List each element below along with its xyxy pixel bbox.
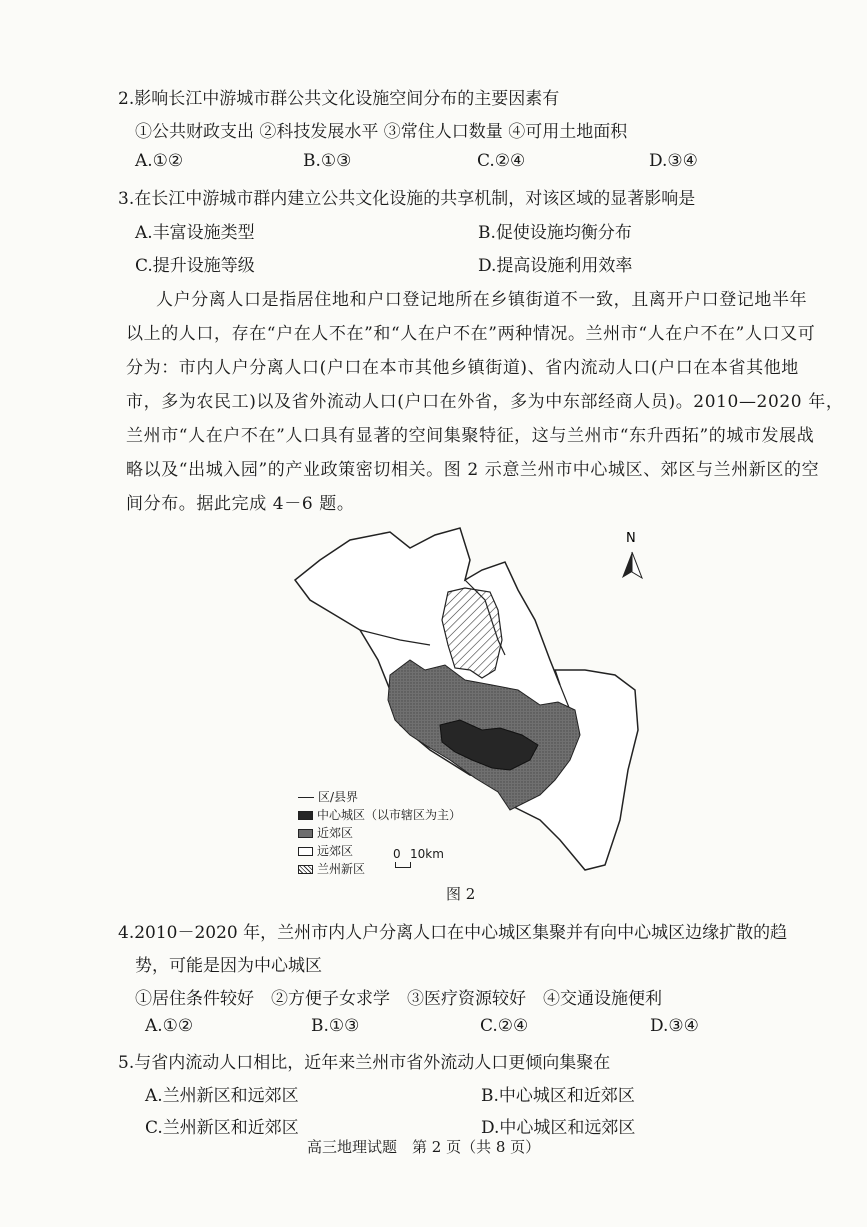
q2-option-d: D.③④: [649, 151, 698, 171]
far-suburb-swatch: [298, 847, 313, 856]
q4-option-d: D.③④: [650, 1016, 699, 1036]
q4-option-b: B.①③: [311, 1016, 360, 1036]
q4-stem-line-2: 势，可能是因为中心城区: [135, 956, 322, 976]
page-footer: 高三地理试题 第 2 页（共 8 页）: [307, 1138, 541, 1156]
q3-option-c: C.提升设施等级: [135, 256, 255, 276]
q2-items: ①公共财政支出 ②科技发展水平 ③常住人口数量 ④可用土地面积: [135, 122, 628, 142]
new-district-swatch: [298, 865, 313, 874]
q4-option-a: A.①②: [145, 1016, 194, 1036]
passage-line-6: 略以及“出城入园”的产业政策密切相关。图 2 示意兰州市中心城区、郊区与兰州新区的空: [126, 460, 820, 480]
legend-new-district: 兰州新区: [298, 860, 365, 877]
q2-stem: 2.影响长江中游城市群公共文化设施空间分布的主要因素有: [118, 89, 560, 109]
q3-option-d: D.提高设施利用效率: [478, 256, 633, 276]
scale-label: 10km: [410, 847, 444, 861]
passage-line-3: 分为：市内人户分离人口(户口在本市其他乡镇街道)、省内流动人口(户口在本省其他地: [126, 358, 799, 378]
center-city-swatch: [298, 811, 313, 820]
q5-option-a: A.兰州新区和远郊区: [145, 1086, 299, 1106]
legend-boundary: 区/县界: [298, 788, 358, 805]
passage-line-7: 间分布。据此完成 4－6 题。: [126, 494, 355, 514]
q2-option-b: B.①③: [303, 151, 352, 171]
scale-bar: [395, 862, 411, 868]
q4-option-c: C.②④: [480, 1016, 529, 1036]
q3-option-b: B.促使设施均衡分布: [478, 223, 632, 243]
q3-option-a: A.丰富设施类型: [135, 223, 255, 243]
q3-stem: 3.在长江中游城市群内建立公共文化设施的共享机制，对该区域的显著影响是: [118, 189, 696, 209]
q2-option-c: C.②④: [477, 151, 526, 171]
q5-option-b: B.中心城区和近郊区: [481, 1086, 635, 1106]
q5-option-d: D.中心城区和远郊区: [481, 1118, 636, 1138]
near-suburb-swatch: [298, 829, 313, 838]
passage-line-4: 市，多为农民工)以及省外流动人口(户口在外省，多为中东部经商人员)。2010—2020 年，: [126, 392, 844, 412]
q4-stem-line-1: 4.2010－2020 年，兰州市内人户分离人口在中心城区集聚并有向中心城区边缘扩散的趋: [118, 923, 788, 943]
scale-zero: 0: [393, 847, 401, 861]
boundary-line-icon: [298, 797, 314, 798]
q2-option-a: A.①②: [135, 151, 184, 171]
q5-stem: 5.与省内流动人口相比，近年来兰州市省外流动人口更倾向集聚在: [118, 1053, 611, 1073]
passage-line-2: 以上的人口，存在“户在人不在”和“人在户不在”两种情况。兰州市“人在户不在”人口又可: [126, 324, 816, 344]
figure-caption: 图 2: [446, 885, 476, 903]
passage-line-5: 兰州市“人在户不在”人口具有显著的空间集聚特征，这与兰州市“东升西拓”的城市发展战: [126, 426, 815, 446]
north-arrow-icon: [622, 531, 642, 578]
legend-near-suburb: 近郊区: [298, 824, 353, 841]
q5-option-c: C.兰州新区和近郊区: [145, 1118, 299, 1138]
passage-line-1: 人户分离人口是指居住地和户口登记地所在乡镇街道不一致，且离开户口登记地半年: [156, 290, 808, 310]
north-label: N: [626, 531, 636, 546]
legend-far-suburb: 远郊区: [298, 842, 353, 859]
q4-items: ①居住条件较好 ②方便子女求学 ③医疗资源较好 ④交通设施便利: [135, 989, 662, 1009]
legend-center-city: 中心城区（以市辖区为主）: [298, 806, 461, 823]
